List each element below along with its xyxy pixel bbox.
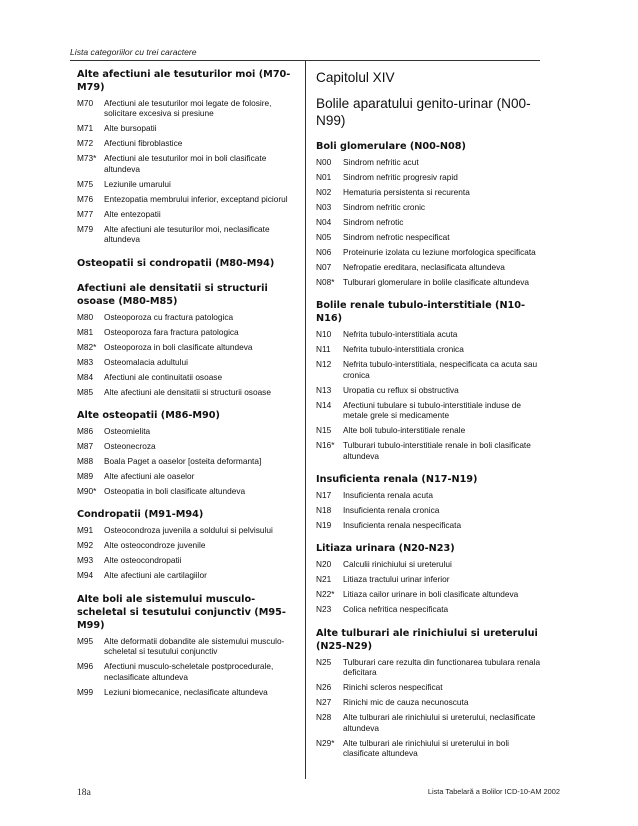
item-code: N11 [316,344,331,355]
item-code: M84 [77,371,94,382]
item-description: Osteoporoza fara fractura patologica [104,326,239,337]
item-description: Osteoporoza in boli clasificate altundeva [104,341,253,352]
item-description: Alte osteocondropatii [104,555,182,566]
item-code: M73* [77,153,97,164]
item-description: Sindrom nefritic progresiv rapid [343,172,458,182]
item-description: Tulburari glomerulare in bolile clasificate altundeva [343,277,530,287]
item-code: N02 [316,187,332,197]
left-column [77,68,297,702]
right-column [316,68,542,763]
list-item [316,440,542,461]
list-item [77,456,297,466]
section-title: Alte osteopatii (M86-M90) [77,410,220,422]
list-item [77,570,297,580]
item-description: Nefrita tubulo-interstitiala cronica [343,344,464,355]
item-description: Litiaza cailor urinare in boli clasificate altundeva [343,589,519,600]
list-item [316,400,542,421]
item-description: Osteonecroza [104,441,156,452]
column-divider [305,61,306,779]
item-code: N19 [316,520,332,531]
section-title: Afectiuni ale densitatii si structurii osoase (M80-M85) [77,282,268,307]
list-item [77,194,297,204]
item-description: Tulburari tubulo-interstitiale renale in boli clasificate altundeva [343,440,531,461]
list-item [77,342,297,352]
item-description: Colica nefritica nespecificata [343,604,449,615]
item-code: M72 [77,138,94,149]
item-code: N20 [316,559,332,570]
item-description: Osteocondroza juvenila a soldului si pelvisului [104,525,273,536]
right-column-sections [316,140,542,758]
item-code: N29* [316,737,335,748]
item-description: Alte afectiuni ale cartilagiilor [104,570,207,581]
list-item [316,157,542,167]
list-item [77,426,297,436]
chapter-title: Bolile aparatului genito-urinar (N00-N99) [316,96,531,128]
item-code: M95 [77,635,94,646]
item-description: Afectiuni ale tesuturilor moi in boli clasificate altundeva [104,153,267,174]
item-description: Nefropatie ereditara, neclasificata altundeva [343,262,505,272]
footer-page-number: 18a [77,787,91,798]
item-description: Proteinurie izolata cu leziune morfologica specificata [343,247,536,257]
item-description: Alte bursopatii [104,123,157,134]
item-code: N03 [316,202,332,212]
item-code: N04 [316,217,332,227]
item-code: M88 [77,456,94,467]
item-description: Afectiuni musculo-scheletale postprocedurale, neclasificate altundeva [104,661,274,682]
item-code: N16* [316,440,335,451]
list-item [316,277,542,287]
section-title: Osteopatii si condropatii (M80-M94) [77,257,275,269]
section-title: Condropatii (M91-M94) [77,509,204,521]
list-item [316,425,542,435]
list-item [316,202,542,212]
item-code: M83 [77,356,94,367]
item-description: Calculii rinichiului si ureterului [343,559,452,570]
list-item [77,525,297,535]
list-item [316,574,542,584]
item-description: Alte afectiuni ale oaselor [104,471,195,482]
item-code: M77 [77,208,94,219]
list-item [316,187,542,197]
item-code: M92 [77,540,94,551]
item-description: Alte osteocondroze juvenile [104,540,206,551]
list-item [316,712,542,733]
list-item [77,486,297,496]
list-item [77,357,297,367]
list-item [77,372,297,382]
item-code: N21 [316,574,332,585]
list-item [77,312,297,322]
item-code: N08* [316,277,335,287]
list-item [77,98,297,119]
list-item [316,559,542,569]
item-code: N10 [316,329,332,340]
list-item [77,661,297,682]
list-item [77,209,297,219]
list-item [316,329,542,339]
section-title: Alte afectiuni ale tesuturilor moi (M70-M79) [77,69,291,93]
item-code: M94 [77,570,94,581]
item-code: N26 [316,682,332,693]
item-description: Afectiuni fibroblastice [104,138,183,149]
item-code: M96 [77,661,94,672]
list-item [316,172,542,182]
list-item [77,540,297,550]
list-item [77,687,297,697]
item-code: M80 [77,311,94,322]
list-item [77,153,297,174]
item-description: Boala Paget a oaselor [osteita deformanta] [104,456,262,467]
list-item [316,490,542,500]
item-code: M82* [77,341,97,352]
item-description: Uropatia cu reflux si obstructiva [343,384,459,395]
item-code: M90* [77,486,97,497]
item-code: M89 [77,471,94,482]
item-description: Alte tulburari ale rinichiului si ureterului, neclasificate altundeva [343,712,536,733]
item-description: Alte tulburari ale rinichiului si ureterului in boli clasificate altundeva [343,737,510,759]
section-title: Alte boli ale sistemului musculo-scheletal si tesutului conjunctiv (M95-M99) [77,593,286,631]
list-item [77,224,297,245]
item-description: Alte afectiuni ale densitatii si structurii osoase [104,386,271,397]
list-item [77,138,297,148]
list-item [316,385,542,395]
list-item [316,589,542,599]
item-code: N23 [316,604,332,615]
list-item [77,327,297,337]
item-description: Afectiuni ale continuitatii osoase [104,371,223,382]
list-item [316,682,542,692]
item-code: M76 [77,193,94,204]
list-item [316,262,542,272]
list-item [77,387,297,397]
item-description: Insuficienta renala cronica [343,505,440,516]
item-description: Hematuria persistenta si recurenta [343,187,470,197]
list-item [77,123,297,133]
list-item [316,217,542,227]
item-description: Tulburari care rezulta din functionarea tubulara renala deficitara [343,656,541,678]
item-code: M75 [77,178,94,189]
item-description: Insuficienta renala acuta [343,490,433,501]
item-code: N14 [316,399,332,410]
list-item [316,505,542,515]
item-description: Leziunile umarului [104,178,171,189]
item-description: Alte boli tubulo-interstitiale renale [343,425,466,436]
item-description: Osteoporoza cu fractura patologica [104,311,234,322]
item-description: Litiaza tractului urinar inferior [343,574,450,585]
list-item [316,359,542,380]
item-description: Nefrita tubulo-interstitiala acuta [343,329,458,340]
item-code: M91 [77,525,94,536]
item-description: Afectiuni ale tesuturilor moi legate de folosire, solicitare excesiva si presiune [104,98,272,119]
page-header-title: Lista categoriilor cu trei caractere [70,47,197,57]
item-code: N18 [316,505,332,516]
item-description: Alte entezopatii [104,208,161,219]
item-code: M86 [77,426,94,437]
item-description: Rinichi scleros nespecificat [343,682,443,693]
list-item [77,471,297,481]
item-description: Nefrita tubulo-interstitiala, nespecificata ca acuta sau cronica [343,359,538,380]
item-description: Alte afectiuni ale tesuturilor moi, neclasificate altundeva [104,223,270,245]
item-code: N01 [316,172,332,182]
item-description: Insuficienta renala nespecificata [343,520,462,531]
item-description: Entezopatia membrului inferior, exceptand piciorul [104,193,288,204]
item-description: Alte deformatii dobandite ale sistemului musculo-scheletal si tesutului conjunctiv [104,635,285,657]
list-item [316,344,542,354]
item-code: N15 [316,425,332,436]
item-code: M71 [77,123,94,134]
list-item [316,520,542,530]
list-item [77,636,297,657]
item-code: N17 [316,490,332,501]
section-title: Litiaza urinara (N20-N23) [316,543,455,555]
item-description: Leziuni biomecanice, neclasificate altundeva [104,686,268,697]
list-item [316,738,542,759]
list-item [77,555,297,565]
item-description: Osteomielita [104,426,151,437]
item-description: Sindrom nefritic cronic [343,202,426,212]
item-code: M70 [77,98,94,108]
item-code: N22* [316,589,335,600]
list-item [316,697,542,707]
item-description: Rinichi mic de cauza necunoscuta [343,697,469,708]
item-code: N06 [316,247,332,257]
section-title: Alte tulburari ale rinichiului si ureterului (N25-N29) [316,627,538,652]
item-code: N12 [316,359,332,370]
item-code: N27 [316,697,332,708]
section-title: Insuficienta renala (N17-N19) [316,474,478,486]
section-title: Boli glomerulare (N00-N08) [316,141,466,152]
item-description: Afectiuni tubulare si tubulo-interstitiale induse de metale grele si medicamente [343,399,522,421]
item-code: M87 [77,441,94,452]
item-description: Sindrom nefritic acut [343,157,419,167]
item-code: N13 [316,384,332,395]
list-item [316,604,542,614]
item-code: M81 [77,326,94,337]
list-item [316,657,542,678]
item-code: M93 [77,555,94,566]
item-code: M85 [77,386,94,397]
item-description: Sindrom nefrotic [343,217,404,227]
item-code: M79 [77,223,94,234]
list-item [316,247,542,257]
section-title: Bolile renale tubulo-interstitiale (N10-N16) [316,300,526,325]
item-description: Osteopatia in boli clasificate altundeva [104,486,246,497]
item-code: N07 [316,262,332,272]
item-code: N00 [316,157,332,167]
item-code: N05 [316,232,332,242]
item-description: Osteomalacia adultului [104,356,188,367]
item-description: Sindrom nefrotic nespecificat [343,232,450,242]
list-item [77,441,297,451]
item-code: M99 [77,686,94,697]
item-code: N28 [316,712,332,723]
item-code: N25 [316,656,332,667]
footer-source: Lista Tabelară a Bolilor ICD-10-AM 2002 [427,787,560,796]
list-item [316,232,542,242]
list-item [77,179,297,189]
chapter-number: Capitolul XIV [316,70,395,85]
